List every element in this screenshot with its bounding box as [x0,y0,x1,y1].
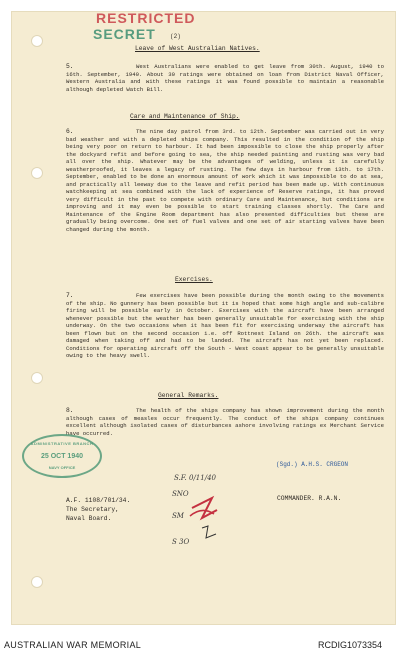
paragraph-exercises: Few exercises have been possible during the month owing to the movements of the ship. No gunnery has been possible but it is hoped that some high angle and sub-calibre firing will be possible early in October. Exercises with the aircraft have been arranged whenever possible but the weather has been generally unsuitable for exercising with the ship underway. On the two occasions when it has been fit for exercising underway the aircraft has been flown but on the second occasion i.e. off Rottnest Island on 26th. the aircraft was damaged when taking off and had to be landed. The aircraft has not yet been replaced. Conditions for operating aircraft off the South - West coast appear to be generally unsuitable owing to the heavy swell. [66,292,384,359]
annotation-line-2: SNO [172,490,189,498]
signature-line: (Sgd.) A.H.S. CRGEON [276,461,349,468]
addressee-line-1: The Secretary, [66,506,119,513]
annotation-line-1: S.F. 0/11/40 [174,474,216,482]
addressee-line-2: Naval Board. [66,515,112,522]
restricted-stamp: RESTRICTED [96,10,196,26]
annotation-line-3: SM [172,512,184,520]
section-heading-leave: Leave of West Australian Natives. [135,45,260,52]
section-heading-care-maintenance: Care and Maintenance of Ship. [130,113,240,120]
stamp-arc-top: ADMINISTRATIVE BRANCH [30,441,94,446]
paragraph-number: 8. [66,407,74,414]
paragraph-number: 6. [66,128,74,135]
stamp-date: 25 OCT 1940 [40,453,84,460]
punch-hole [31,576,43,588]
commander-title: COMMANDER. R.A.N. [277,495,342,502]
footer-record-id: RCDIG1073354 [318,640,383,650]
punch-hole [31,372,43,384]
punch-hole [31,167,43,179]
paragraph-care-maintenance: The nine day patrol from 3rd. to 12th. September was carried out in very bad weather and with a depleted ships company. This resulted in the condition of the ship being very poor on return to harbour. It had been impossible to close the ship properly after the dockyard refit and before going to sea, the ship needed painting and rusting was very bad all over the ship. Whatever may be the advantages of welding, unless it is carefully weatherproofed, it leaves a legacy of rusting. The few days in harbour from 13th. to 17th. September, enabled to be done an enormous amount of work which it was impossible to do at sea, and practically all leeway due to the leave and refit period has been made up. With continuous watchkeeping at sea combined with the lack of experience of Reserve ratings, it has proved very difficult in the past to compete with ordinary Care and Maintenance, but conditions are improving and it may even be possible to start training classes shortly. The Care and Maintenance of the Engine Room department has also presented difficulties but these are gradually being overcome. One set of fuel valves and one set of air starting valves have been changed during the month. [66,128,384,233]
section-heading-general-remarks: General Remarks. [158,392,219,399]
paragraph-leave: West Australians were enabled to get leave from 30th. August, 1940 to 16th. September, 1940. About 30 ratings were obtained on loan from District Naval Officer, Western Australia and with these ratings it was found possible to maintain a reasonable although depleted Watch Bill. [66,63,384,93]
received-date-stamp [22,434,102,478]
section-heading-exercises: Exercises. [175,276,213,283]
annotation-scribble-icon [172,468,272,558]
paragraph-number: 5. [66,63,74,70]
paragraph-general-remarks: The health of the ships company has shown improvement during the month although cases of measles occur frequently. The conduct of the ships company continues excellent although isolated cases of disturbances ashore involving ratings ex Merchant Service have occurred. [66,407,384,437]
handwritten-annotations [172,468,272,558]
file-reference: A.F. 1108/701/34. [66,497,131,504]
stamp-arc-bottom: NAVY OFFICE [48,465,76,470]
punch-hole [31,35,43,47]
secret-stamp: SECRET [93,26,156,42]
footer-source: AUSTRALIAN WAR MEMORIAL [4,640,142,650]
annotation-line-4: S 3O [172,538,190,546]
paragraph-number: 7. [66,292,74,299]
page-reference: (2) [170,33,181,40]
